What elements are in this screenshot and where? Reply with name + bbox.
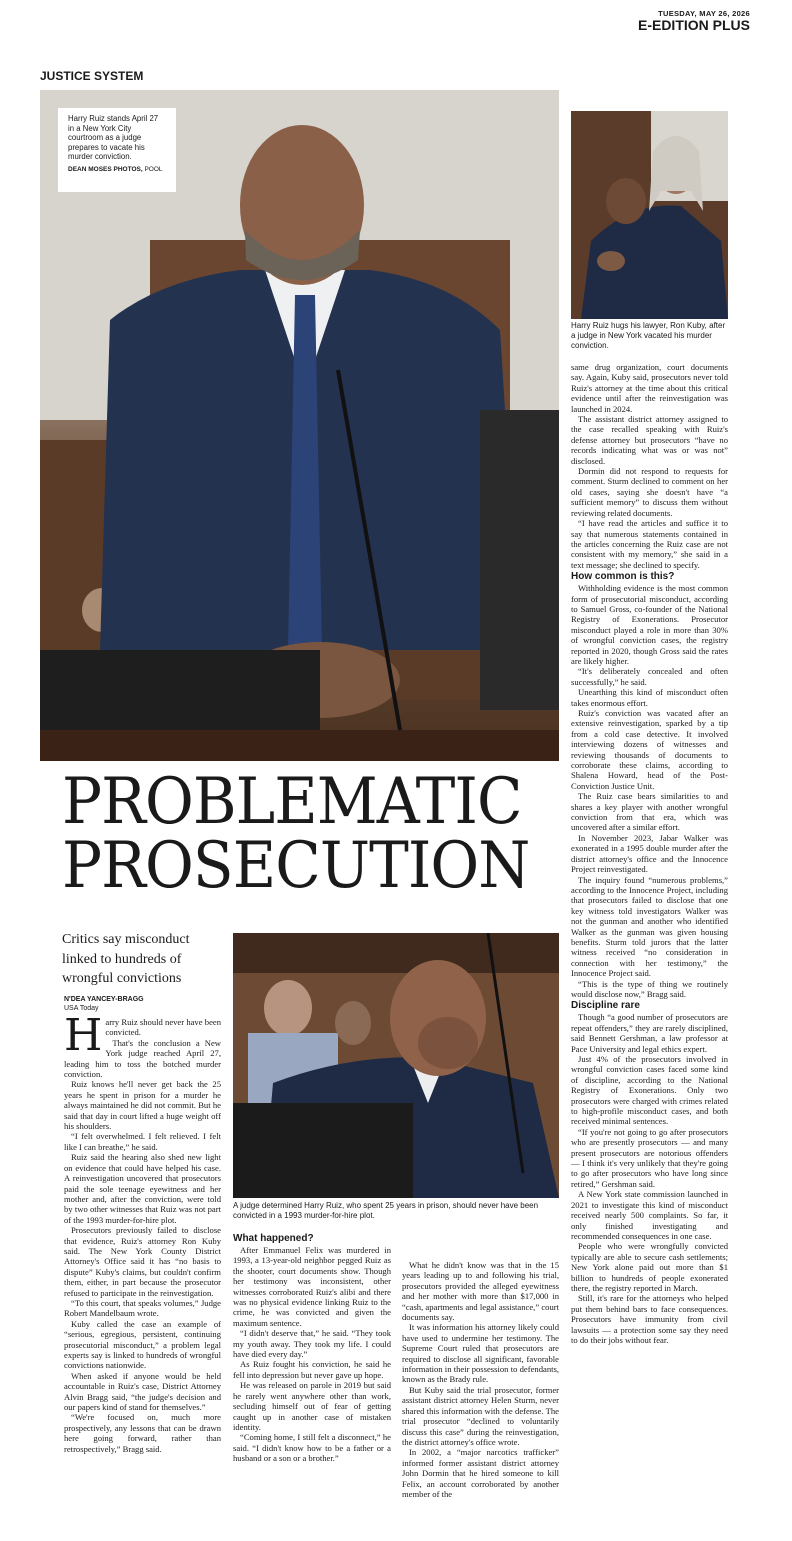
photo-credit-name: DEAN MOSES PHOTOS,	[68, 165, 143, 173]
byline-name: N'DEA YANCEY-BRAGG	[64, 996, 144, 1003]
paragraph: As Ruiz fought his conviction, he said he fell into depression but never gave up hope.	[233, 1359, 391, 1380]
paragraph: “It's deliberately concealed and often successfully,” he said.	[571, 666, 728, 687]
paragraph: “To this court, that speaks volumes,” Judge Robert Mandelbaum wrote.	[64, 1297, 221, 1319]
paragraph: The inquiry found “numerous problems,” according to the Innocence Project, including that prosecutors failed to disclose that one key witness told investigators Walker was not the gunman and another who identified Walker as the gunman was given housing benefits. Sturm told jurors that the latter witness received “no consideration in connection with her testimony,” the Innocence Project said.	[571, 874, 728, 979]
mid-photo-illustration	[233, 933, 559, 1198]
paragraph: “I didn't deserve that,” he said. “They took my youth away. They took my life. I could have died every day.”	[233, 1328, 391, 1360]
paragraph: Ruiz's conviction was vacated after an extensive reinvestigation, sparked by a tip from a cold case detective. It involved interviewing dozens of witnesses and reviewing thousands of documents to corroborate these claims, according to Shalena Howard, head of the Post-Conviction Justice Unit.	[571, 708, 728, 791]
paragraph: Withholding evidence is the most common form of prosecutorial misconduct, according to Samuel Gross, co-founder of the National Registry of Exonerations. Prosecutor misconduct played a role in more than 30% of wrongful conviction cases, the registry reported in 2020, though Gross said the rates are likely higher.	[571, 583, 728, 666]
paragraph: What he didn't know was that in the 15 years leading up to and following his trial, prosecutors provided the alleged eyewitness and her mother with more than $17,000 in “cash, apartments and legal assistance,” court documents say.	[402, 1260, 559, 1323]
subheading-discipline-rare: Discipline rare	[571, 1000, 640, 1012]
photo-credit-agency: POOL	[144, 165, 163, 173]
paragraph: People who were wrongfully convicted typically are able to secure cash settlements; New York alone paid out more than $1 billion to hundreds of people exonerated there, the registry reported in March.	[571, 1241, 728, 1293]
main-photo-caption-box	[58, 108, 176, 192]
paragraph: Still, it's rare for the attorneys who helped put them behind bars to face consequences. Prosecutors have immunity from civil lawsuits — a protection some say they need to do their jobs without fear.	[571, 1293, 728, 1345]
paragraph: When asked if anyone would be held accountable in Ruiz's case, District Attorney Alvin Bragg said, “the judge's decision and our papers kind of stand for themselves.”	[64, 1370, 221, 1413]
side-photo	[571, 111, 728, 319]
paragraph: Ruiz said the hearing also shed new light on evidence that could have helped his case. A reinvestigation uncovered that prosecutors paid the sole teenage eyewitness and her mother and, after the conviction, were told by two other witnesses that Ruiz was not part of the 1993 murder-for-hire plot.	[64, 1152, 221, 1225]
drop-cap: H	[64, 1010, 103, 1061]
paragraph: The assistant district attorney assigned to the case recalled speaking with Ruiz's defense attorney but prosecutors “have no records indicating what was or was not” disclosed.	[571, 414, 728, 466]
paragraph: Unearthing this kind of misconduct often takes enormous effort.	[571, 687, 728, 708]
headline-line-2: PROSECUTION	[62, 829, 530, 903]
edition-title: E-EDITION PLUS	[637, 17, 750, 33]
paragraph: Ruiz knows he'll never get back the 25 years he spent in prison for a murder he always maintained he did not commit. But he said that day in court lifted a huge weight off his shoulders.	[64, 1079, 221, 1132]
paragraph: “I felt overwhelmed. I felt relieved. I felt like I can breathe,” he said.	[64, 1131, 221, 1152]
mid-photo-caption: A judge determined Harry Ruiz, who spent 25 years in prison, should never have been convicted in a 1993 murder-for-hire plot.	[233, 1201, 539, 1220]
article-column-3	[402, 1260, 559, 1499]
paragraph: same drug organization, court documents say. Again, Kuby said, prosecutors never told Ruiz's attorney at the time about this critical evidence until after the reinvestigation was launched in 2024.	[571, 362, 728, 414]
paragraph: arry Ruiz should never have been convicted.	[105, 1017, 221, 1038]
paragraph: “If you're not going to go after prosecutors who are presently prosecutors — and many present prosecutors are notorious offenders — I think it's very unlikely that they're going to go after prosecutors who have long since retired,” Gershman said.	[571, 1126, 728, 1189]
paragraph: But Kuby said the trial prosecutor, former assistant district attorney Helen Sturm, never shared this information with the defense. The trial prosecutor “declined to voluntarily discuss this case” during the reinvestigation, the district attorney's office wrote.	[402, 1384, 559, 1447]
paragraph: “Coming home, I still felt a disconnect,” he said. “I didn't know how to be a father or a husband or a son or a brother.”	[233, 1432, 391, 1464]
paragraph: “I have read the articles and suffice it to say that numerous statements contained in the articles concerning the Ruiz case are not consistent with my memory,” she said in a text message; she declined to specify.	[571, 518, 728, 570]
side-photo-caption: Harry Ruiz hugs his lawyer, Ron Kuby, after a judge in New York vacated his murder conviction.	[571, 321, 726, 350]
side-photo-illustration	[571, 111, 728, 319]
paragraph: He was released on parole in 2019 but said he rarely went anywhere other than work, secluding himself out of fear of getting caught up in another case of mistaken identity.	[233, 1380, 391, 1432]
subheading-how-common: How common is this?	[571, 571, 675, 583]
issue-date: TUESDAY, MAY 26, 2026	[658, 9, 750, 18]
photo-credit	[68, 165, 166, 175]
paragraph: A New York state commission launched in 2021 to investigate this kind of misconduct received nearly 500 complaints. So far, it only finished investigating and recommended consequences in one case.	[571, 1189, 728, 1241]
headline	[62, 765, 530, 903]
paragraph: Dormin did not respond to requests for comment. Sturm declined to comment on her old cases, saying she doesn't have “a sufficient memory” to discuss them without reviewing related documents.	[571, 466, 728, 518]
article-column-1	[64, 1010, 221, 1454]
paragraph: Kuby called the case an example of “serious, egregious, persistent, continuing prosecutorial misconduct,” a problem legal experts say is linked to hundreds of wrongful convictions nationwide.	[64, 1318, 221, 1371]
paragraph: Just 4% of the prosecutors involved in wrongful conviction cases faced some kind of discipline, according to the National Registry of Exonerations. Only two prosecutors were charged with crimes related to high-profile misconduct cases, and both received minimal sentences.	[571, 1054, 728, 1127]
paragraph: After Emmanuel Felix was murdered in 1993, a 13-year-old neighbor pegged Ruiz as the shooter, court documents show. Though her testimony was inconsistent, other witnesses corroborated Ruiz's alibi and there was no physical evidence linking Ruiz to the crime, he was convicted and given the maximum sentence.	[233, 1245, 391, 1328]
paragraph: Though “a good number of prosecutors are repeat offenders,” they are rarely disciplined, said Bennett Gershman, a law professor at Pace University and legal ethics expert.	[571, 1012, 728, 1054]
paragraph: Prosecutors previously failed to disclose that evidence, Ruiz's attorney Ron Kuby said. The New York County District Attorney's Office said it has “no basis to dispute” Kuby's claims, but couldn't confirm them, either, in part because the prosecutor refused to participate in the reinvestigation.	[64, 1225, 221, 1298]
byline-org: USA Today	[64, 1005, 99, 1012]
paragraph: The Ruiz case bears similarities to and shares a key player with another wrongful conviction from that era, which was uncovered after a similar effort.	[571, 791, 728, 833]
article-column-4	[571, 362, 728, 1345]
subheading-what-happened: What happened?	[233, 1233, 314, 1244]
paragraph: That's the conclusion a New York judge reached April 27, leading him to toss the botched murder conviction.	[64, 1037, 221, 1080]
main-photo-caption: Harry Ruiz stands April 27 in a New York City courtroom as a judge prepares to vacate his murder conviction.	[68, 114, 159, 161]
paragraph: It was information his attorney likely could have used to undermine her testimony. The Supreme Court ruled that prosecutors are required to disclose all significant, favorable information in their possession to defendants, known as the Brady rule.	[402, 1322, 559, 1385]
paragraph: In November 2023, Jabar Walker was exonerated in a 1995 double murder after the district attorney's office and the Innocence Project reinvestigated.	[571, 832, 728, 875]
headline-line-1: PROBLEMATIC	[62, 765, 522, 839]
deck: Critics say misconduct linked to hundreds of wrongful convictions	[62, 932, 190, 986]
mid-photo	[233, 933, 559, 1198]
paragraph: “We're focused on, much more prospectively, any lessons that can be drawn here going forward, rather than retrospectively,” Bragg said.	[64, 1412, 221, 1454]
section-label: JUSTICE SYSTEM	[40, 69, 144, 83]
paragraph: “This is the type of thing we routinely would disclose now,” Bragg said.	[571, 978, 728, 999]
paragraph: In 2002, a “major narcotics trafficker” informed former assistant district attorney John Dormin that he hired someone to kill Felix, an account corroborated by another member of the	[402, 1447, 559, 1499]
article-column-2	[233, 1232, 391, 1464]
